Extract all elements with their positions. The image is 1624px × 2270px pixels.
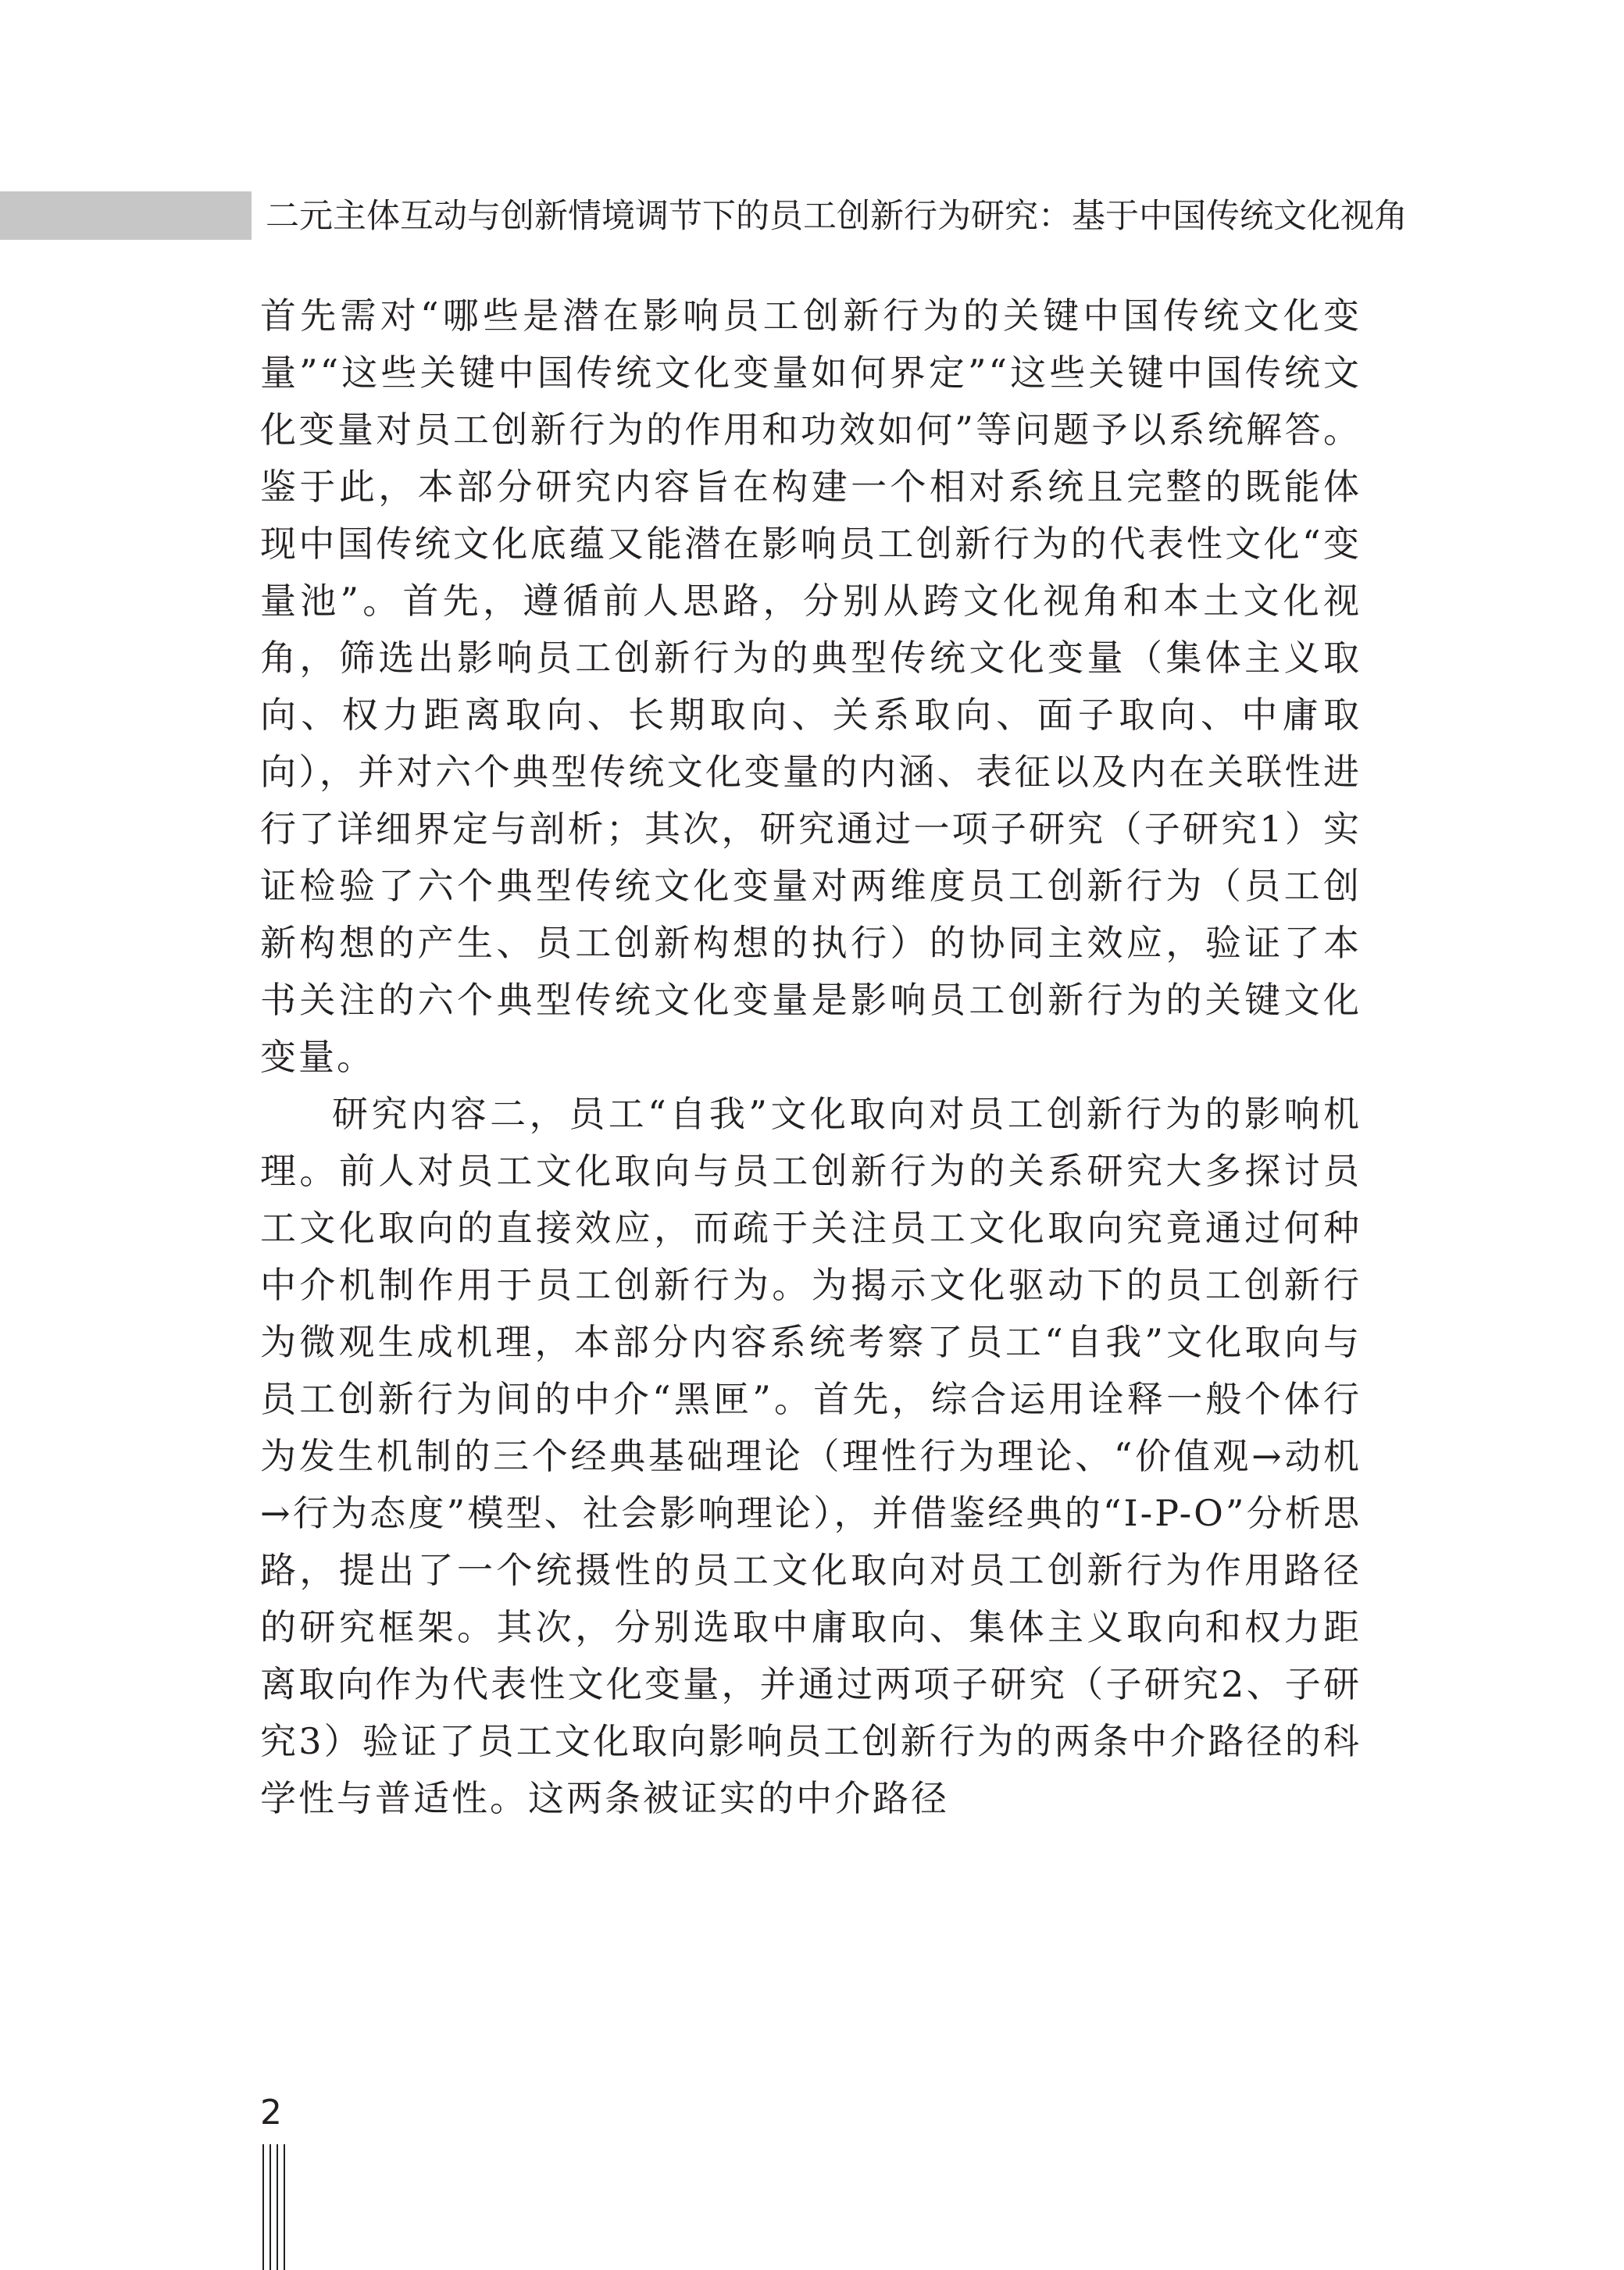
- paragraph-continuation: 首先需对“哪些是潜在影响员工创新行为的关键中国传统文化变量”“这些关键中国传统文化变量如何界定”“这些关键中国传统文化变量对员工创新行为的作用和功效如何”等问题予以系统解答。鉴于此，本部分研究内容旨在构建一个相对系统且完整的既能体现中国传统文化底蕴又能潜在影响员工创新行为的代表性文化“变量池”。首先，遵循前人思路，分别从跨文化视角和本土文化视角，筛选出影响员工创新行为的典型传统文化变量（集体主义取向、权力距离取向、长期取向、关系取向、面子取向、中庸取向），并对六个典型传统文化变量的内涵、表征以及内在关联性进行了详细界定与剖析；其次，研究通过一项子研究（子研究1）实证检验了六个典型传统文化变量对两维度员工创新行为（员工创新构想的产生、员工创新构想的执行）的协同主效应，验证了本书关注的六个典型传统文化变量是影响员工创新行为的关键文化变量。: [260, 294, 1362, 1078]
- edge-rule-line: [284, 2144, 285, 2270]
- edge-rule-line: [262, 2144, 264, 2270]
- edge-rule-line: [277, 2144, 278, 2270]
- edge-rule-line: [269, 2144, 271, 2270]
- paragraph-research-content-two: 研究内容二，员工“自我”文化取向对员工创新行为的影响机理。前人对员工文化取向与员工创新行为的关系研究大多探讨员工文化取向的直接效应，而疏于关注员工文化取向究竟通过何种中介机制作用于员工创新行为。为揭示文化驱动下的员工创新行为微观生成机理，本部分内容系统考察了员工“自我”文化取向与员工创新行为间的中介“黑匣”。首先，综合运用诠释一般个体行为发生机制的三个经典基础理论（理性行为理论、“价值观→动机→行为态度”模型、社会影响理论），并借鉴经典的“I-P-O”分析思路，提出了一个统摄性的员工文化取向对员工创新行为作用路径的研究框架。其次，分别选取中庸取向、集体主义取向和权力距离取向作为代表性文化变量，并通过两项子研究（子研究2、子研究3）验证了员工文化取向影响员工创新行为的两条中介路径的科学性与普适性。这两条被证实的中介路径: [260, 1093, 1362, 1819]
- page-edge-rules: [262, 2144, 291, 2270]
- running-title: 二元主体互动与创新情境调节下的员工创新行为研究：基于中国传统文化视角: [266, 197, 1408, 236]
- header-gray-bar: [0, 191, 252, 240]
- page-number: 2: [260, 2093, 282, 2133]
- body-text: [260, 287, 1362, 1827]
